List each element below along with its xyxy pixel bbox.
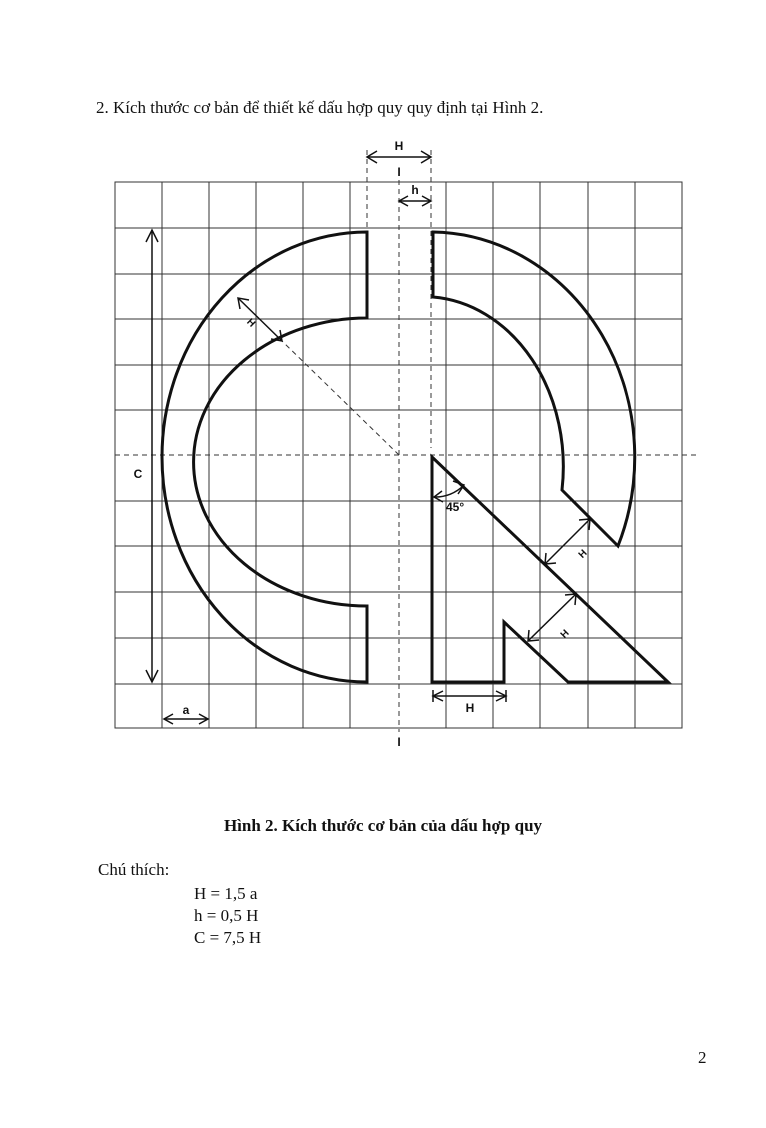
note-C: C = 7,5 H [194, 928, 262, 947]
figure-caption: Hình 2. Kích thước cơ bản của dấu hợp quy [223, 816, 543, 835]
page-number: 2 [698, 1048, 707, 1067]
note-h: h = 0,5 H [194, 906, 259, 925]
label-H-diag-left: H [244, 316, 258, 330]
notes-title: Chú thích: [98, 860, 170, 879]
center-axes [115, 150, 696, 732]
dimension-C [146, 230, 158, 682]
dimension-h [399, 196, 431, 206]
label-H-bottom: H [465, 701, 475, 715]
angle-mark [434, 481, 464, 502]
label-a: a [182, 703, 190, 717]
label-angle: 45° [446, 500, 465, 514]
label-H-diag-right: H [576, 547, 590, 561]
section-heading: 2. Kích thước cơ bản để thiết kế dấu hợp quy quy định tại Hình 2. [96, 98, 544, 117]
axis-mark-top: I [397, 165, 401, 179]
label-H-diag-tail: H [558, 627, 572, 641]
q-arc [433, 232, 635, 546]
axis-mark-bottom: I [397, 735, 401, 749]
label-h: h [411, 183, 419, 197]
c-shape [162, 232, 367, 682]
note-H: H = 1,5 a [194, 884, 258, 903]
label-H-top: H [394, 139, 404, 153]
label-C: C [133, 467, 143, 481]
